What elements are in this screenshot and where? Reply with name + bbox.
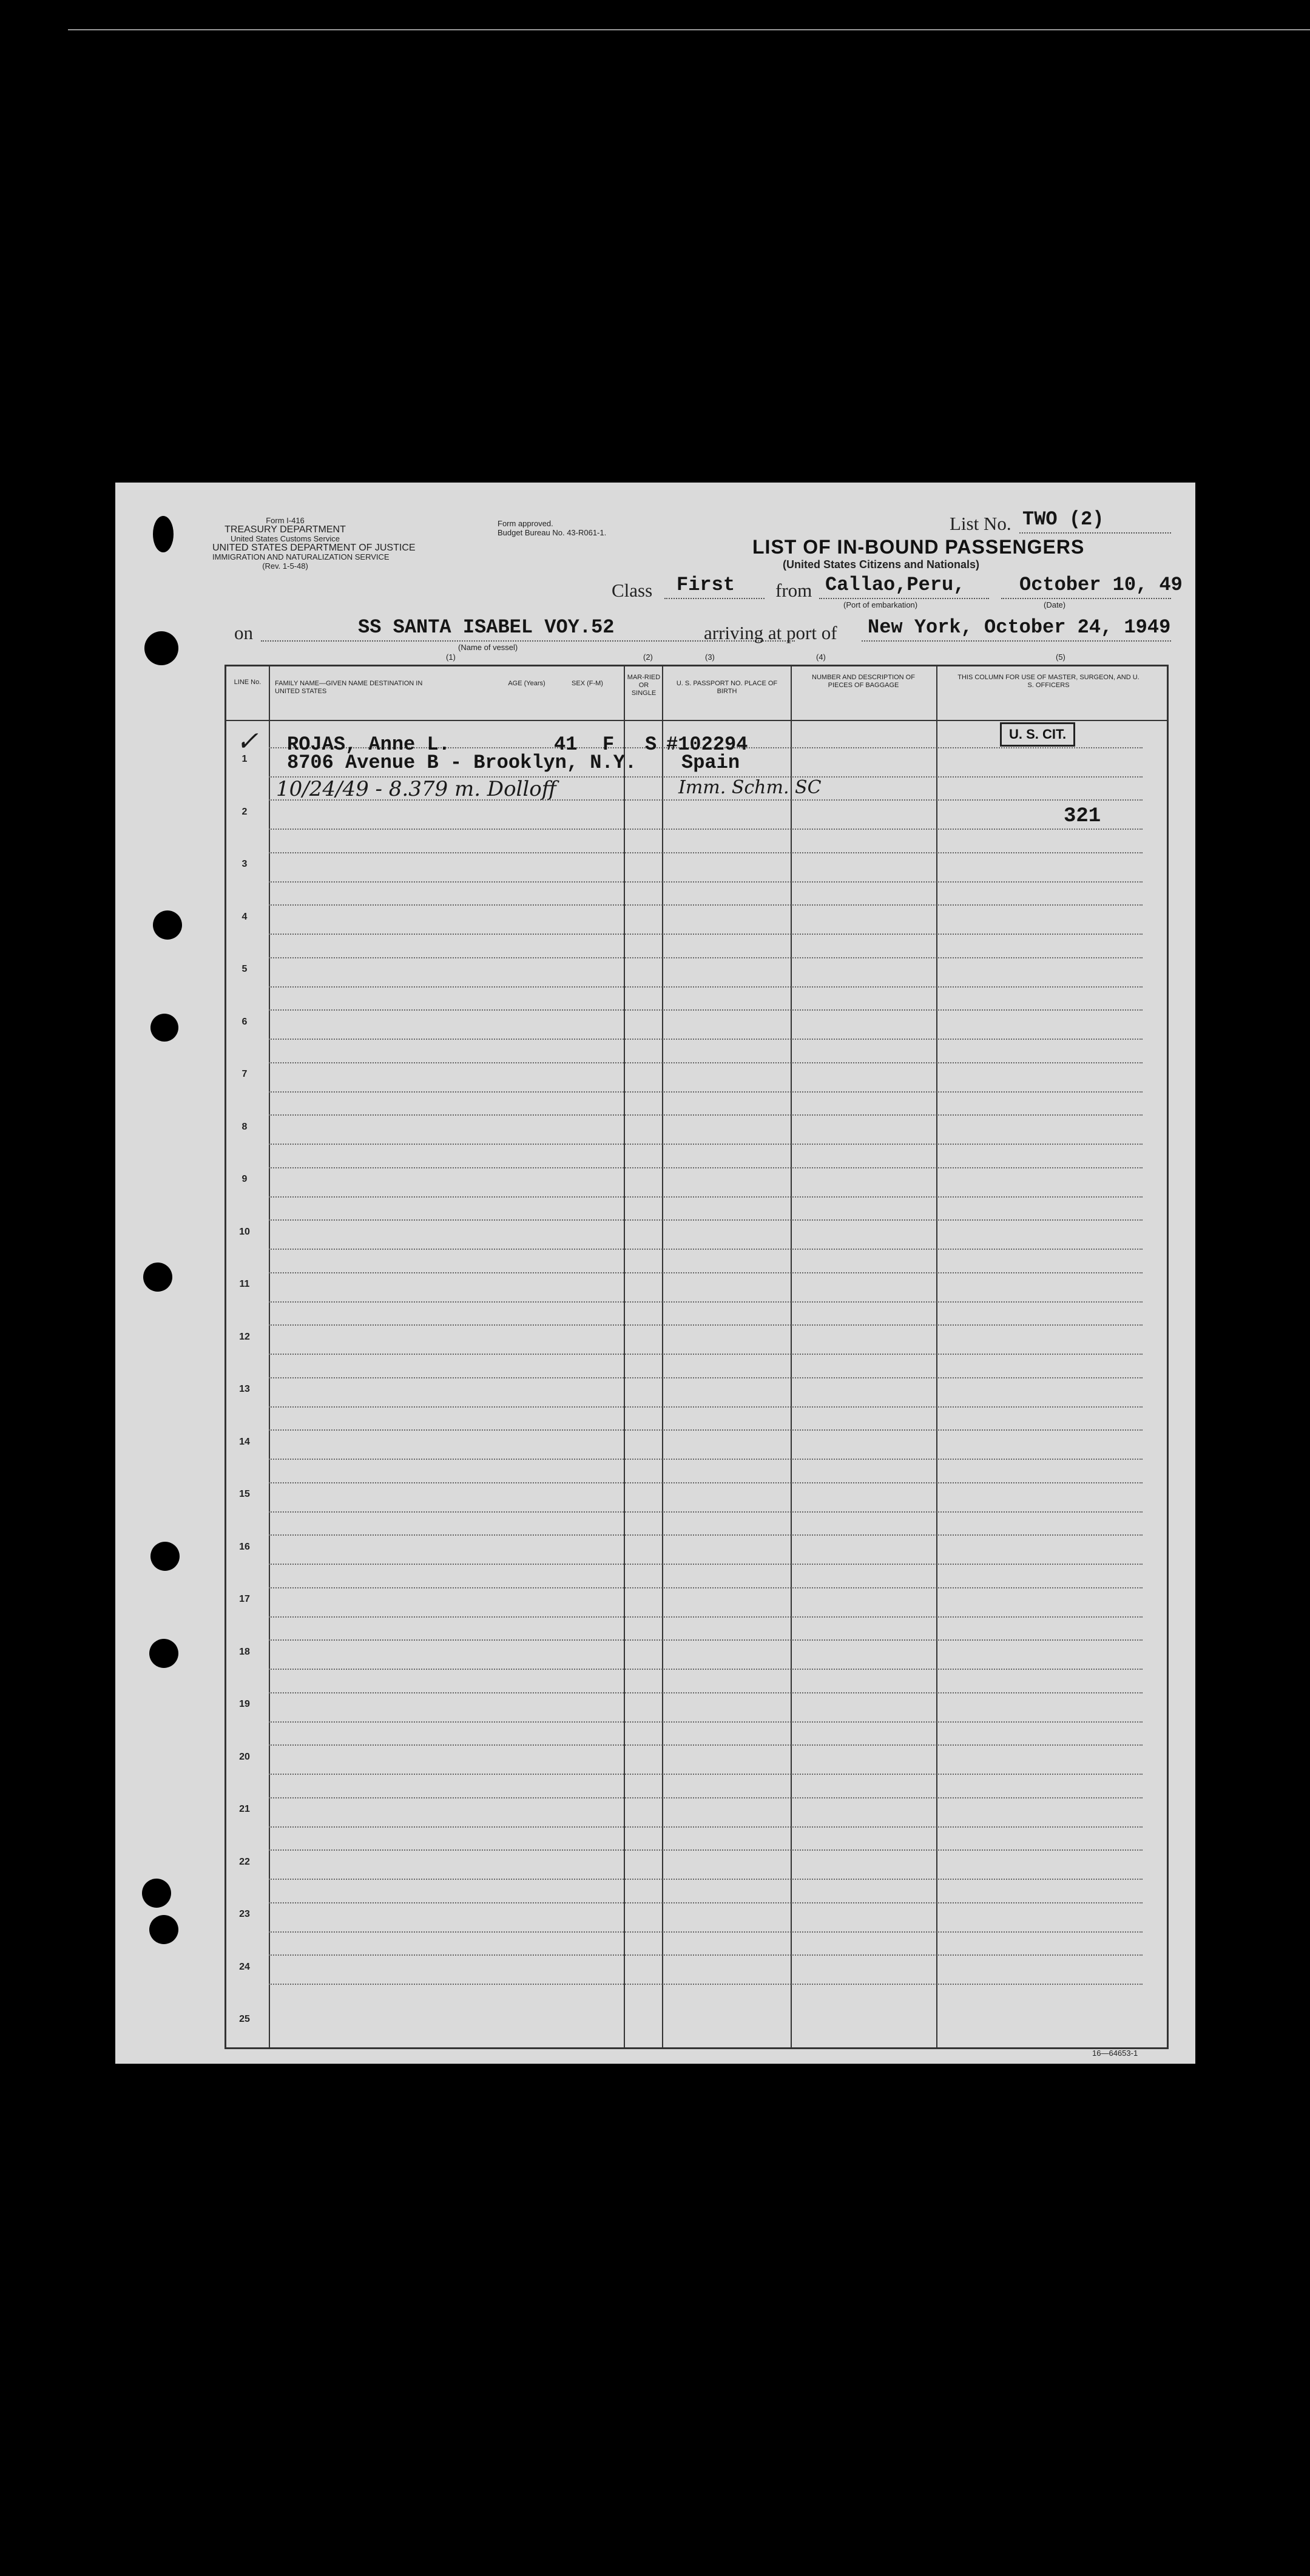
line-number: 25 <box>239 2014 250 2024</box>
passenger-name: ROJAS, Anne L. <box>287 733 450 756</box>
line-number: 9 <box>241 1174 248 1184</box>
row-rule <box>269 1009 1143 1011</box>
port-caption: (Port of embarkation) <box>843 600 918 609</box>
port-of-embarkation: Callao,Peru, <box>825 574 965 596</box>
class-value: First <box>677 574 735 596</box>
row-rule <box>269 1692 1143 1693</box>
col-num-2: (2) <box>643 652 653 662</box>
col-divider <box>269 666 270 2047</box>
passenger-sex: F <box>603 733 615 756</box>
handwritten-inspection-date: 10/24/49 - 8.379 m. Dolloff <box>276 777 556 801</box>
row-rule <box>269 1091 1143 1093</box>
budget-bureau: Budget Bureau No. 43-R061-1. <box>498 528 607 537</box>
line-number: 1 <box>241 754 248 764</box>
line-number: 18 <box>239 1646 250 1657</box>
punch-hole <box>143 1263 172 1292</box>
line-number: 3 <box>241 859 248 869</box>
col-header-baggage: NUMBER AND DESCRIPTION OF PIECES OF BAGGAGE <box>812 674 915 689</box>
vessel-name: SS SANTA ISABEL VOY.52 <box>358 616 615 639</box>
col-divider <box>624 666 625 2047</box>
punch-hole <box>144 631 178 665</box>
line-number: 21 <box>239 1804 250 1814</box>
row-rule <box>269 1039 1143 1040</box>
col-divider <box>662 666 663 2047</box>
footer-code: 16—64653-1 <box>1092 2049 1138 2058</box>
ins-label: IMMIGRATION AND NATURALIZATION SERVICE <box>212 552 390 561</box>
from-label: from <box>775 580 812 601</box>
arriving-label: arriving at port of <box>704 622 837 643</box>
line-number: 4 <box>241 911 248 922</box>
arrival-port-date: New York, October 24, 1949 <box>868 616 1171 639</box>
row-rule <box>269 1114 1143 1116</box>
line-number: 22 <box>239 1856 250 1867</box>
treasury-dept: TREASURY DEPARTMENT <box>225 524 346 535</box>
date-caption: (Date) <box>1044 600 1066 609</box>
punch-hole <box>153 910 182 940</box>
form-number: Form I-416 <box>266 516 305 525</box>
row-rule <box>269 1062 1143 1063</box>
date-line <box>1001 598 1171 599</box>
row-rule <box>269 1849 1143 1851</box>
row-rule <box>269 1219 1143 1221</box>
punch-hole <box>149 1915 178 1944</box>
row-rule <box>269 1429 1143 1431</box>
passenger-marital: S <box>645 733 657 756</box>
row-rule <box>269 1377 1143 1378</box>
form-revision: (Rev. 1-5-48) <box>262 561 308 571</box>
passenger-address: 8706 Avenue B - Brooklyn, N.Y. <box>287 751 637 774</box>
row-rule <box>269 1167 1143 1168</box>
row-rule <box>269 904 1143 906</box>
line-number: 15 <box>239 1489 250 1499</box>
row-rule <box>269 1639 1143 1641</box>
punch-hole <box>149 1639 178 1668</box>
row-rule <box>269 1954 1143 1956</box>
line-number: 7 <box>241 1069 248 1079</box>
on-label: on <box>234 622 253 643</box>
justice-dept: UNITED STATES DEPARTMENT OF JUSTICE <box>212 543 416 553</box>
row-rule <box>269 1669 1143 1670</box>
form-subtitle: (United States Citizens and Nationals) <box>783 558 980 571</box>
line-number: 11 <box>239 1279 250 1289</box>
manifest-page <box>115 483 1195 2064</box>
col-header-married: MAR-RIED OR SINGLE <box>627 674 661 697</box>
form-approved: Form approved. <box>498 519 553 528</box>
check-mark: ✓ <box>236 726 258 757</box>
form-title: LIST OF IN-BOUND PASSENGERS <box>752 536 1085 558</box>
line-number: 2 <box>241 806 248 817</box>
row-rule <box>269 1459 1143 1460</box>
row-rule <box>269 1984 1143 1985</box>
row-rule <box>269 1534 1143 1536</box>
row-rule <box>269 1301 1143 1303</box>
row-rule <box>269 934 1143 935</box>
header-rule <box>226 720 1167 721</box>
row-rule <box>269 1511 1143 1513</box>
list-no-label: List No. <box>950 513 1011 534</box>
row-rule <box>269 1721 1143 1723</box>
port-line <box>819 598 989 599</box>
row-rule <box>269 1272 1143 1273</box>
row-rule <box>269 1616 1143 1618</box>
handwritten-officer-note: Imm. Schm. SC <box>678 777 822 798</box>
row-rule <box>269 881 1143 883</box>
punch-hole <box>150 1542 180 1571</box>
line-number: 5 <box>241 964 248 974</box>
vessel-caption: (Name of vessel) <box>458 643 518 652</box>
customs-service: United States Customs Service <box>231 534 340 543</box>
col-header-sex: SEX (F-M) <box>572 680 603 687</box>
col-header-age: AGE (Years) <box>508 680 545 687</box>
row-rule <box>269 829 1143 830</box>
list-no-value: TWO (2) <box>1022 508 1104 530</box>
row-rule <box>269 1774 1143 1775</box>
row-rule <box>269 1826 1143 1828</box>
col-divider <box>791 666 792 2047</box>
class-line <box>664 598 765 599</box>
class-label: Class <box>612 580 653 601</box>
departure-date: October 10, 49 <box>1019 574 1183 596</box>
row-rule <box>269 1902 1143 1903</box>
col-num-4: (4) <box>816 652 826 662</box>
row-rule <box>269 1482 1143 1483</box>
line-number: 19 <box>239 1699 250 1709</box>
viewer-top-rule <box>68 29 1310 30</box>
line-number: 20 <box>239 1751 250 1762</box>
col-num-5: (5) <box>1056 652 1065 662</box>
row-rule <box>269 1587 1143 1588</box>
col-num-3: (3) <box>705 652 715 662</box>
handwritten-number: 321 <box>1064 805 1101 828</box>
row-rule <box>269 1144 1143 1145</box>
row-rule <box>269 1406 1143 1408</box>
line-number: 10 <box>239 1226 250 1237</box>
line-number: 8 <box>241 1121 248 1132</box>
row-rule <box>269 1196 1143 1198</box>
punch-hole <box>150 1014 178 1042</box>
arrival-line <box>862 640 1171 642</box>
us-citizen-stamp: U. S. CIT. <box>1000 722 1075 747</box>
line-number: 12 <box>239 1331 250 1342</box>
punch-hole <box>153 516 174 552</box>
list-no-line <box>1019 532 1171 534</box>
row-rule <box>269 1744 1143 1746</box>
row-rule <box>269 1324 1143 1326</box>
passenger-table <box>225 665 1169 2049</box>
line-number: 13 <box>239 1384 250 1394</box>
place-of-birth: Spain <box>681 751 740 774</box>
row-rule <box>269 1931 1143 1933</box>
row-rule <box>269 1564 1143 1565</box>
col-header-officers: THIS COLUMN FOR USE OF MASTER, SURGEON, AND U. S. OFFICERS <box>957 674 1139 689</box>
row-rule <box>269 957 1143 958</box>
row-rule <box>269 1354 1143 1355</box>
col-num-1: (1) <box>446 652 456 662</box>
row-rule <box>269 1249 1143 1250</box>
line-number: 17 <box>239 1594 250 1604</box>
row-rule <box>269 852 1143 853</box>
line-number: 16 <box>239 1541 250 1552</box>
line-number: 23 <box>239 1909 250 1919</box>
row-rule <box>269 986 1143 988</box>
passport-number: #102294 <box>666 733 748 756</box>
col-header-name: FAMILY NAME—GIVEN NAME DESTINATION IN UNITED STATES <box>275 680 423 695</box>
line-number: 14 <box>239 1436 250 1447</box>
passenger-age: 41 <box>554 733 578 756</box>
col-header-passport: U. S. PASSPORT NO. PLACE OF BIRTH <box>676 680 778 695</box>
line-number: 6 <box>241 1016 248 1027</box>
row-rule <box>269 1797 1143 1798</box>
row-rule <box>269 1879 1143 1880</box>
col-divider <box>936 666 937 2047</box>
punch-hole <box>142 1879 171 1908</box>
col-header-line-no: LINE No. <box>234 679 262 686</box>
line-number: 24 <box>239 1961 250 1972</box>
